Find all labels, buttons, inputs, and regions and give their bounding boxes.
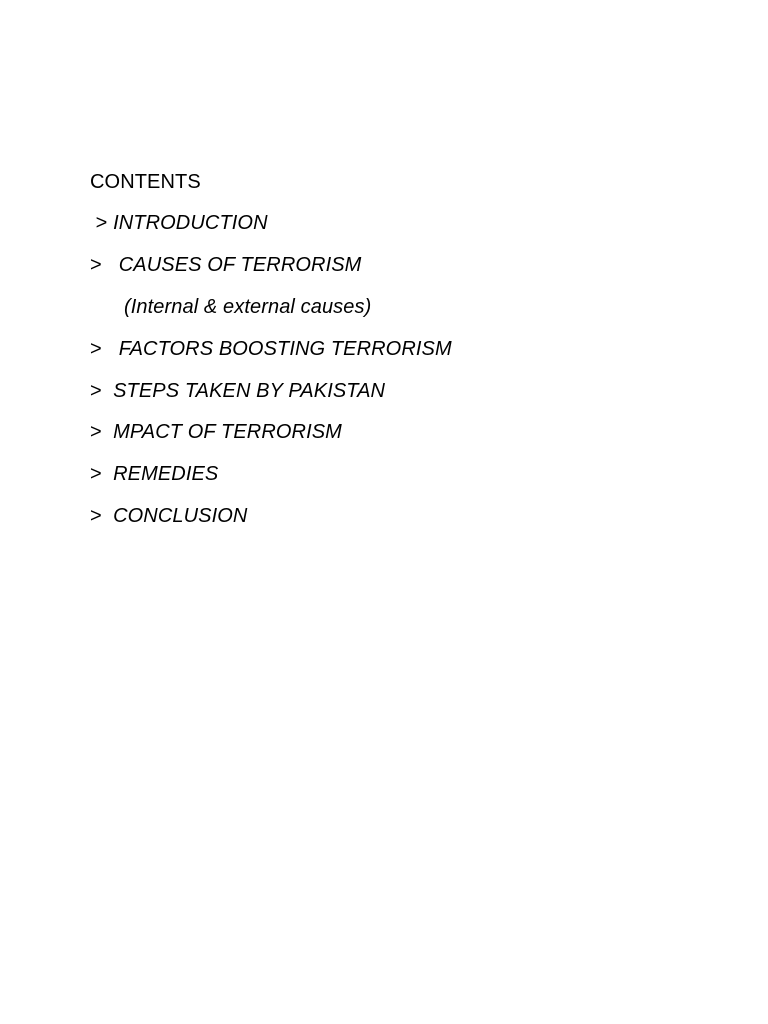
toc-item-causes — [90, 254, 361, 277]
toc-subitem-causes-detail — [124, 296, 371, 319]
toc-item-introduction — [90, 212, 268, 235]
toc-item-marker: > — [90, 380, 102, 402]
toc-item-label: CAUSES OF TERRORISM — [101, 254, 362, 276]
toc-item-steps — [90, 380, 385, 403]
toc-item-marker: > — [90, 254, 102, 276]
contents-heading: CONTENTS — [90, 171, 201, 193]
toc-item-marker: > — [90, 421, 102, 443]
toc-item-label: CONCLUSION — [101, 505, 248, 527]
toc-item-marker: > — [90, 463, 102, 485]
toc-item-label: (Internal & external causes) — [124, 296, 372, 318]
toc-item-marker: > — [90, 212, 108, 234]
toc-item-label: REMEDIES — [101, 463, 219, 485]
toc-item-marker: > — [90, 338, 102, 360]
toc-item-label: STEPS TAKEN BY PAKISTAN — [101, 380, 386, 402]
toc-item-remedies — [90, 463, 218, 486]
toc-item-label: INTRODUCTION — [107, 212, 268, 234]
toc-item-impact — [90, 421, 342, 444]
toc-item-label: MPACT OF TERRORISM — [101, 421, 342, 443]
toc-item-factors — [90, 338, 452, 361]
toc-item-label: FACTORS BOOSTING TERRORISM — [101, 338, 452, 360]
toc-item-marker: > — [90, 505, 102, 527]
toc-item-conclusion — [90, 505, 247, 528]
